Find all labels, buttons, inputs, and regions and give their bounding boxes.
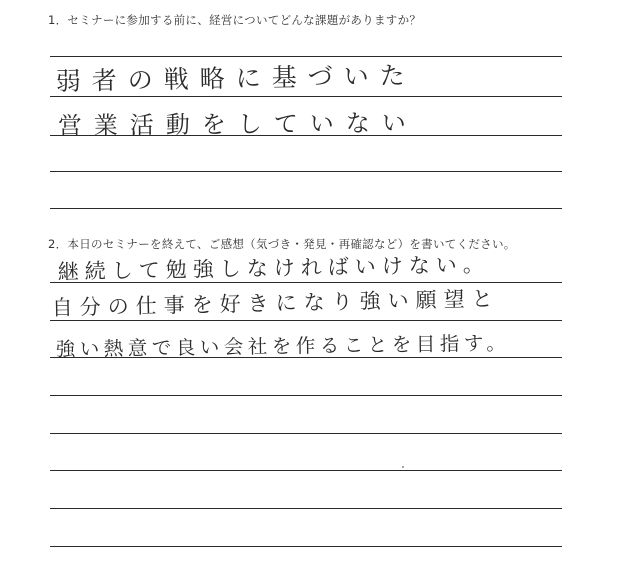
- answer-rule: [50, 546, 562, 547]
- question-2-answer-line: 継続して勉強しなければいけない。: [57, 252, 490, 285]
- answer-rule: [50, 508, 562, 509]
- answer-rule: [50, 171, 562, 172]
- answer-rule: [50, 470, 562, 471]
- answer-rule: [50, 395, 562, 396]
- answer-rule: [50, 208, 562, 209]
- question-1-text: 1．セミナーに参加する前に、経営についてどんな課題がありますか？: [48, 13, 422, 27]
- question-1-answer-line: 営業活動をしていない: [57, 108, 418, 141]
- question-2-answer-line: 自分の仕事を好きになり強い願望と: [51, 286, 500, 321]
- question-2-text: 2．本日のセミナーを終えて、ご感想（気づき・発見・再確認など）を書いてください。: [48, 237, 516, 251]
- question-1-answer-line: 弱者の戦略に基づいた: [55, 60, 416, 97]
- answer-rule: [50, 433, 562, 434]
- question-2-answer-line: 強い熱意で良い会社を作ることを目指す。: [55, 331, 511, 362]
- scan-speck: [402, 466, 404, 468]
